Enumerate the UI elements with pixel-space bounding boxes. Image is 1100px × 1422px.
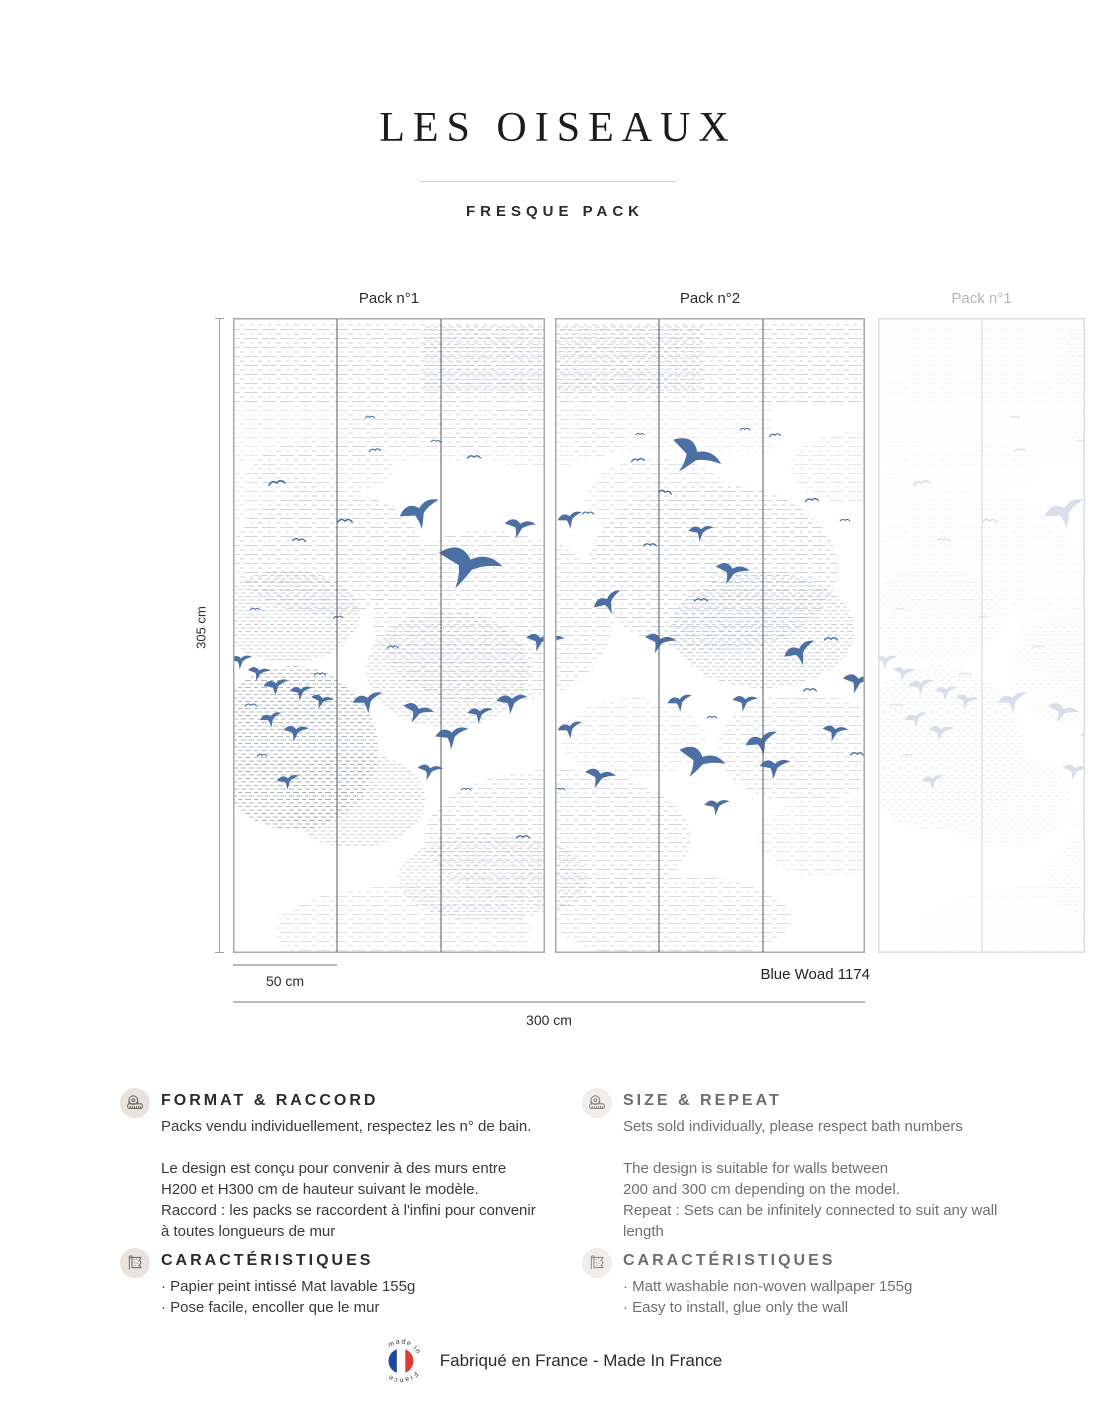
section-format-raccord <box>120 1086 550 1242</box>
page-title: LES OISEAUX <box>379 105 737 151</box>
title-divider <box>420 181 676 182</box>
section-body: · Matt washable non-woven wallpaper 155g · Easy to install, glue only the wall <box>623 1278 913 1316</box>
panel-width-line <box>233 964 337 966</box>
total-width-line <box>233 1001 865 1003</box>
section-caracteristiques-fr <box>120 1246 550 1318</box>
section-title: SIZE & REPEAT <box>623 1092 782 1109</box>
wallpaper-roll-icon <box>120 1248 150 1278</box>
french-flag <box>388 1348 413 1374</box>
made-in-france-badge <box>378 1338 424 1384</box>
page-subtitle: FRESQUE PACK <box>465 203 645 220</box>
section-body: Packs vendu individuellement, respectez les n° de bain. Le design est conçu pour convenir à des murs entre H200 et H300 cm de hauteur suivant le modèle. Raccord : les packs se raccordent à l'infini pour convenir à toutes longueurs de mur <box>161 1118 536 1240</box>
tape-measure-icon <box>120 1088 150 1118</box>
section-body: · Papier peint intissé Mat lavable 155g · Pose facile, encoller que le mur <box>161 1278 416 1316</box>
height-dimension-tick-top <box>215 318 224 319</box>
pack-repeat-label: Pack n°1 <box>951 290 1012 307</box>
section-title: CARACTÉRISTIQUES <box>161 1252 374 1269</box>
badge-text-top: made in <box>387 1338 422 1356</box>
pack-1-label: Pack n°1 <box>358 290 420 307</box>
tape-measure-icon <box>582 1088 612 1118</box>
total-width-label: 300 cm <box>526 1012 572 1028</box>
pack-repeat-art <box>853 324 1085 953</box>
wallpaper-roll-icon <box>582 1248 612 1278</box>
section-size-repeat <box>582 1086 1022 1242</box>
badge-text-bottom: France <box>386 1370 419 1384</box>
section-title: FORMAT & RACCORD <box>161 1092 379 1109</box>
fresque-artwork <box>233 318 1085 953</box>
pack-2-label: Pack n°2 <box>679 290 741 307</box>
product-name: Blue Woad 1174 <box>760 966 870 983</box>
panel-width-label: 50 cm <box>265 973 305 989</box>
section-body: Sets sold individually, please respect bath numbers The design is suitable for walls between 200 and 300 cm depending on the model. Repeat : Sets can be infinitely connected to suit any wall length <box>623 1118 998 1240</box>
height-dimension-tick-bottom <box>215 952 224 953</box>
section-caracteristiques-en <box>582 1246 1022 1318</box>
height-dimension-label: 305 cm <box>193 606 209 649</box>
made-in-france-text: Fabriqué en France - Made In France <box>439 1351 723 1370</box>
footer <box>0 1338 1100 1384</box>
height-dimension-line <box>219 318 220 953</box>
section-title: CARACTÉRISTIQUES <box>623 1252 836 1269</box>
